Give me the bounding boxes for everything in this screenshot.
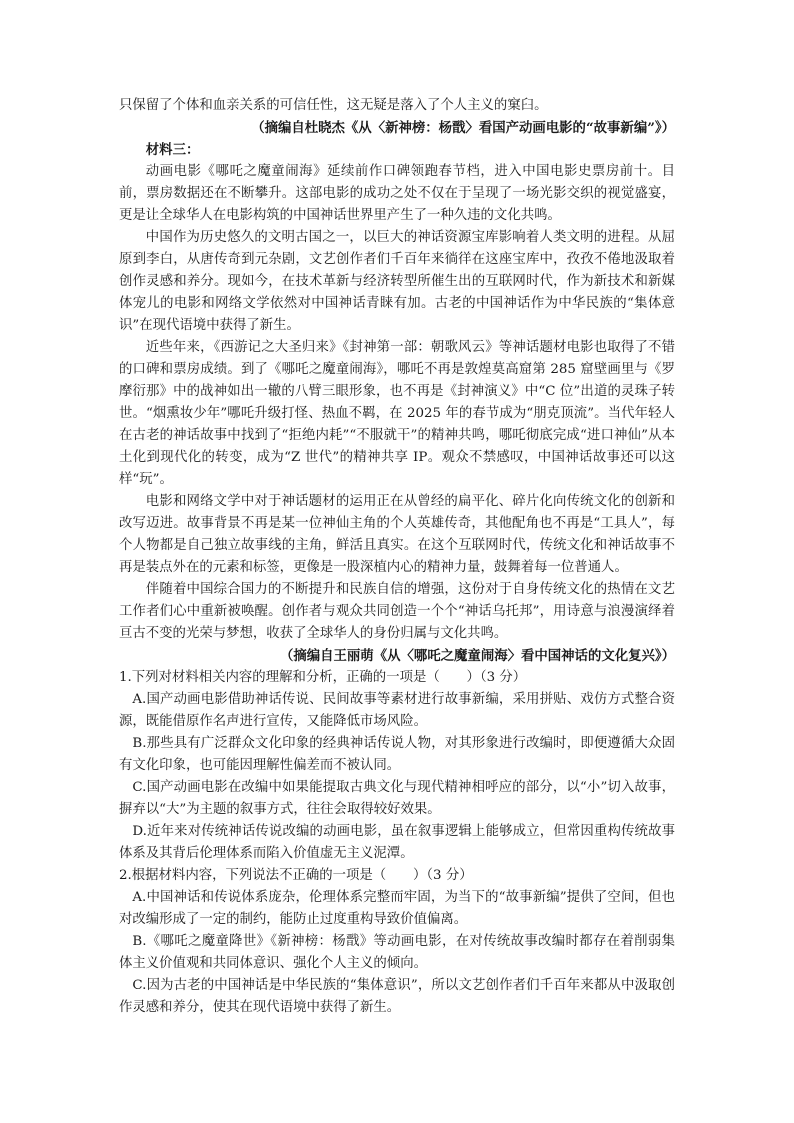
body-paragraph: 电影和网络文学中对于神话题材的运用正在从曾经的扁平化、碎片化向传统文化的创新和改写迈进。故事背景不再是某一位神仙主角的个人英雄传奇，其他配角也不再是“工具人”，每个人物都是自己独立故事线的主角，鲜活且真实。在这个互联网时代，传统文化和神话故事不再是装点外在的元素和标签，更像是一股深植内心的精神力量，鼓舞着每一位普通人。 (119, 494, 675, 575)
body-paragraph: 动画电影《哪吒之魔童闹海》延续前作口碑领跑春节档，进入中国电影史票房前十。目前，票房数据还在不断攀升。这部电影的成功之处不仅在于呈现了一场光影交织的视觉盛宴，更是让全球华人在电影构筑的中国神话世界里产生了一种久违的文化共鸣。 (119, 164, 675, 223)
option-c: C.国产动画电影在改编中如果能提取古典文化与现代精神相呼应的部分，以“小”切入故事，摒弃以“大”为主题的叙事方式，往往会取得较好效果。 (119, 780, 675, 817)
option-c: C.因为古老的中国神话是中华民族的“集体意识”，所以文艺创作者们千百年来都从中汲取创作灵感和养分，使其在现代语境中获得了新生。 (119, 978, 675, 1015)
body-paragraph: 伴随着中国综合国力的不断提升和民族自信的增强，这份对于自身传统文化的热情在文艺工作者们心中重新被唤醒。创作者与观众共同创造一个个“神话乌托邦”，用诗意与浪漫演绎着亘古不变的光荣与梦想，收获了全球华人的身份归属与文化共鸣。 (119, 582, 675, 641)
question-stem: 1.下列对材料相关内容的理解和分析，正确的一项是（ ）（3 分） (119, 670, 527, 685)
question-stem: 2.根据材料内容，下列说法不正确的一项是（ ）（3 分） (119, 868, 473, 883)
document-body (119, 95, 675, 1019)
source-citation: （摘编自王丽萌《从〈哪吒之魔童闹海〉看中国神话的文化复兴》） (279, 648, 675, 664)
source-citation: （摘编自杜晓杰《从〈新神榜：杨戬〉看国产动画电影的“故事新编”》） (251, 120, 675, 136)
body-paragraph: 近些年来，《西游记之大圣归来》《封神第一部：朝歌风云》等神话题材电影也取得了不错的口碑和票房成绩。到了《哪吒之魔童闹海》，哪吒不再是敦煌莫高窟第 285 窟壁画里与《罗摩衍那》中的战神如出一辙的八臂三眼形象，也不再是《封神演义》中“C 位”出道的灵珠子转世。“烟熏妆少年”哪吒升级打怪、热血不羁，在 2025 年的春节成为“朋克顶流”。当代年轻人在古老的神话故事中找到了“拒绝内耗”“不服就干”的精神共鸣，哪吒彻底完成“进口神仙”从本土化到现代化的转变，成为“Z 世代”的精神共享 IP。观众不禁感叹，中国神话故事还可以这样“玩”。 (119, 340, 675, 487)
option-d: D.近年来对传统神话传说改编的动画电影，虽在叙事逻辑上能够成立，但常因重构传统故事体系及其背后伦理体系而陷入价值虚无主义泥潭。 (119, 824, 675, 861)
option-a: A.中国神话和传说体系庞杂，伦理体系完整而牢固，为当下的“故事新编”提供了空间，但也对改编形成了一定的制约，能防止过度重构导致价值偏离。 (119, 890, 675, 927)
option-b: B.那些具有广泛群众文化印象的经典神话传说人物，对其形象进行改编时，即便遵循大众固有文化印象，也可能因理解性偏差而不被认同。 (119, 736, 675, 773)
carryover-line: 只保留了个体和血亲关系的可信任性，这无疑是落入了个人主义的窠臼。 (119, 98, 548, 113)
material-heading: 材料三： (145, 142, 200, 158)
option-b: B.《哪吒之魔童降世》《新神榜：杨戬》等动画电影，在对传统故事改编时都存在着削弱集体主义价值观和共同体意识、强化个人主义的倾向。 (119, 934, 675, 971)
option-a: A.国产动画电影借助神话传说、民间故事等素材进行故事新编，采用拼贴、戏仿方式整合资源，既能借原作名声进行宣传，又能降低市场风险。 (119, 692, 675, 729)
body-paragraph: 中国作为历史悠久的文明古国之一，以巨大的神话资源宝库影响着人类文明的进程。从屈原到李白，从唐传奇到元杂剧，文艺创作者们千百年来徜徉在这座宝库中，孜孜不倦地汲取着创作灵感和养分。现如今，在技术革新与经济转型所催生出的互联网时代，作为新技术和新媒体宠儿的电影和网络文学依然对中国神话青睐有加。古老的中国神话作为中华民族的“集体意识”在现代语境中获得了新生。 (119, 230, 675, 333)
